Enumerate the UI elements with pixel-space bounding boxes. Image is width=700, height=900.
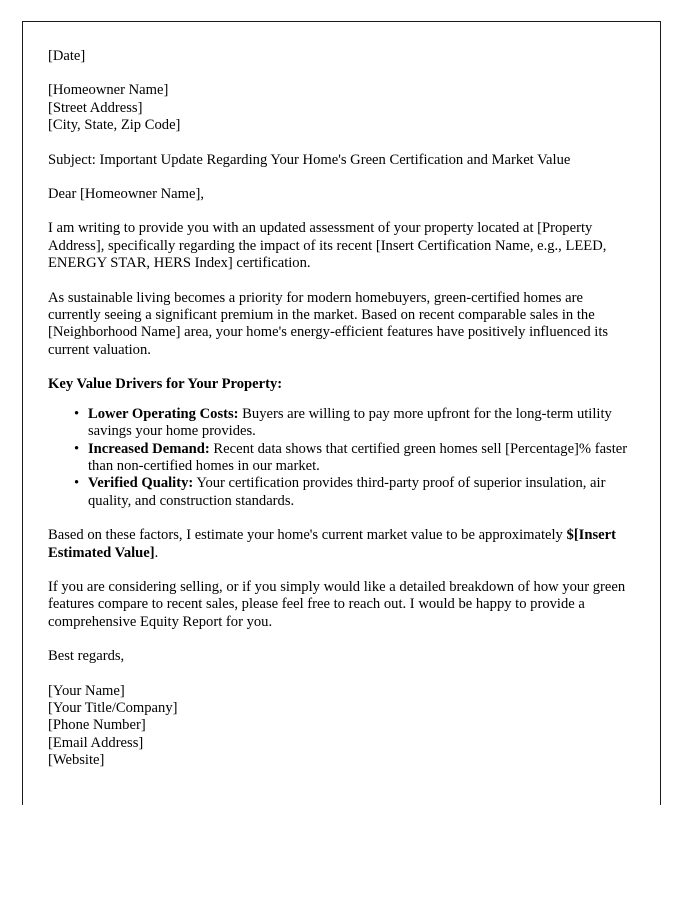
letter-body	[48, 48, 634, 770]
signature-phone: [Phone Number]	[48, 717, 146, 734]
driver-lead: Increased Demand:	[88, 440, 210, 457]
signature-email: [Email Address]	[48, 734, 144, 751]
list-item	[88, 475, 634, 510]
body-paragraph-1: I am writing to provide you with an updated assessment of your property located at [Property Address], specifically regarding the impact of its recent [Insert Certification Name, e.g., LEED, ENERGY STAR, HERS Index] certification.	[48, 220, 607, 272]
signature-website: [Website]	[48, 752, 105, 769]
driver-text: Buyers are willing to pay more upfront for the long-term utility savings your home provides.	[88, 405, 612, 440]
list-item	[88, 441, 634, 476]
list-item	[88, 406, 634, 441]
recipient-street: [Street Address]	[48, 99, 143, 116]
recipient-address-block	[48, 82, 634, 134]
key-value-drivers-list	[48, 406, 634, 510]
salutation: Dear [Homeowner Name],	[48, 186, 204, 203]
valuation-suffix: .	[154, 544, 159, 561]
date-block	[48, 48, 634, 65]
driver-lead: Lower Operating Costs:	[88, 405, 239, 422]
signature-title-company: [Your Title/Company]	[48, 699, 178, 716]
key-value-drivers-heading: Key Value Drivers for Your Property:	[48, 376, 283, 393]
valuation-prefix: Based on these factors, I estimate your home's current market value to be approximately	[48, 527, 567, 544]
driver-text: Recent data shows that certified green homes sell [Percentage]% faster than non-certified homes in our market.	[88, 440, 628, 474]
signature-name: [Your Name]	[48, 682, 125, 699]
sign-off: Best regards,	[48, 648, 125, 665]
letter-page	[22, 21, 661, 805]
recipient-name: [Homeowner Name]	[48, 82, 169, 99]
closing-paragraph: If you are considering selling, or if you simply would like a detailed breakdown of how your green features compare to recent sales, please feel free to reach out. I would be happy to provide a comprehensive Equity Report for you.	[48, 578, 626, 630]
driver-text: Your certification provides third-party proof of superior insulation, air quality, and construction standards.	[88, 475, 606, 509]
driver-lead: Verified Quality:	[88, 475, 194, 492]
date-placeholder: [Date]	[48, 48, 86, 64]
body-paragraph-2: As sustainable living becomes a priority for modern homebuyers, green-certified homes are currently seeing a significant premium in the market. Based on recent comparable sales in the [Neighborhood Name] area, your home's energy-efficient features have positively influenced its current valuation.	[48, 289, 609, 358]
valuation-paragraph	[48, 527, 634, 562]
recipient-city-state-zip: [City, State, Zip Code]	[48, 117, 181, 134]
estimated-value-placeholder: $[Insert Estimated Value]	[48, 527, 616, 561]
signature-block	[48, 683, 634, 770]
subject-line: Subject: Important Update Regarding Your Home's Green Certification and Market Value	[48, 151, 571, 168]
